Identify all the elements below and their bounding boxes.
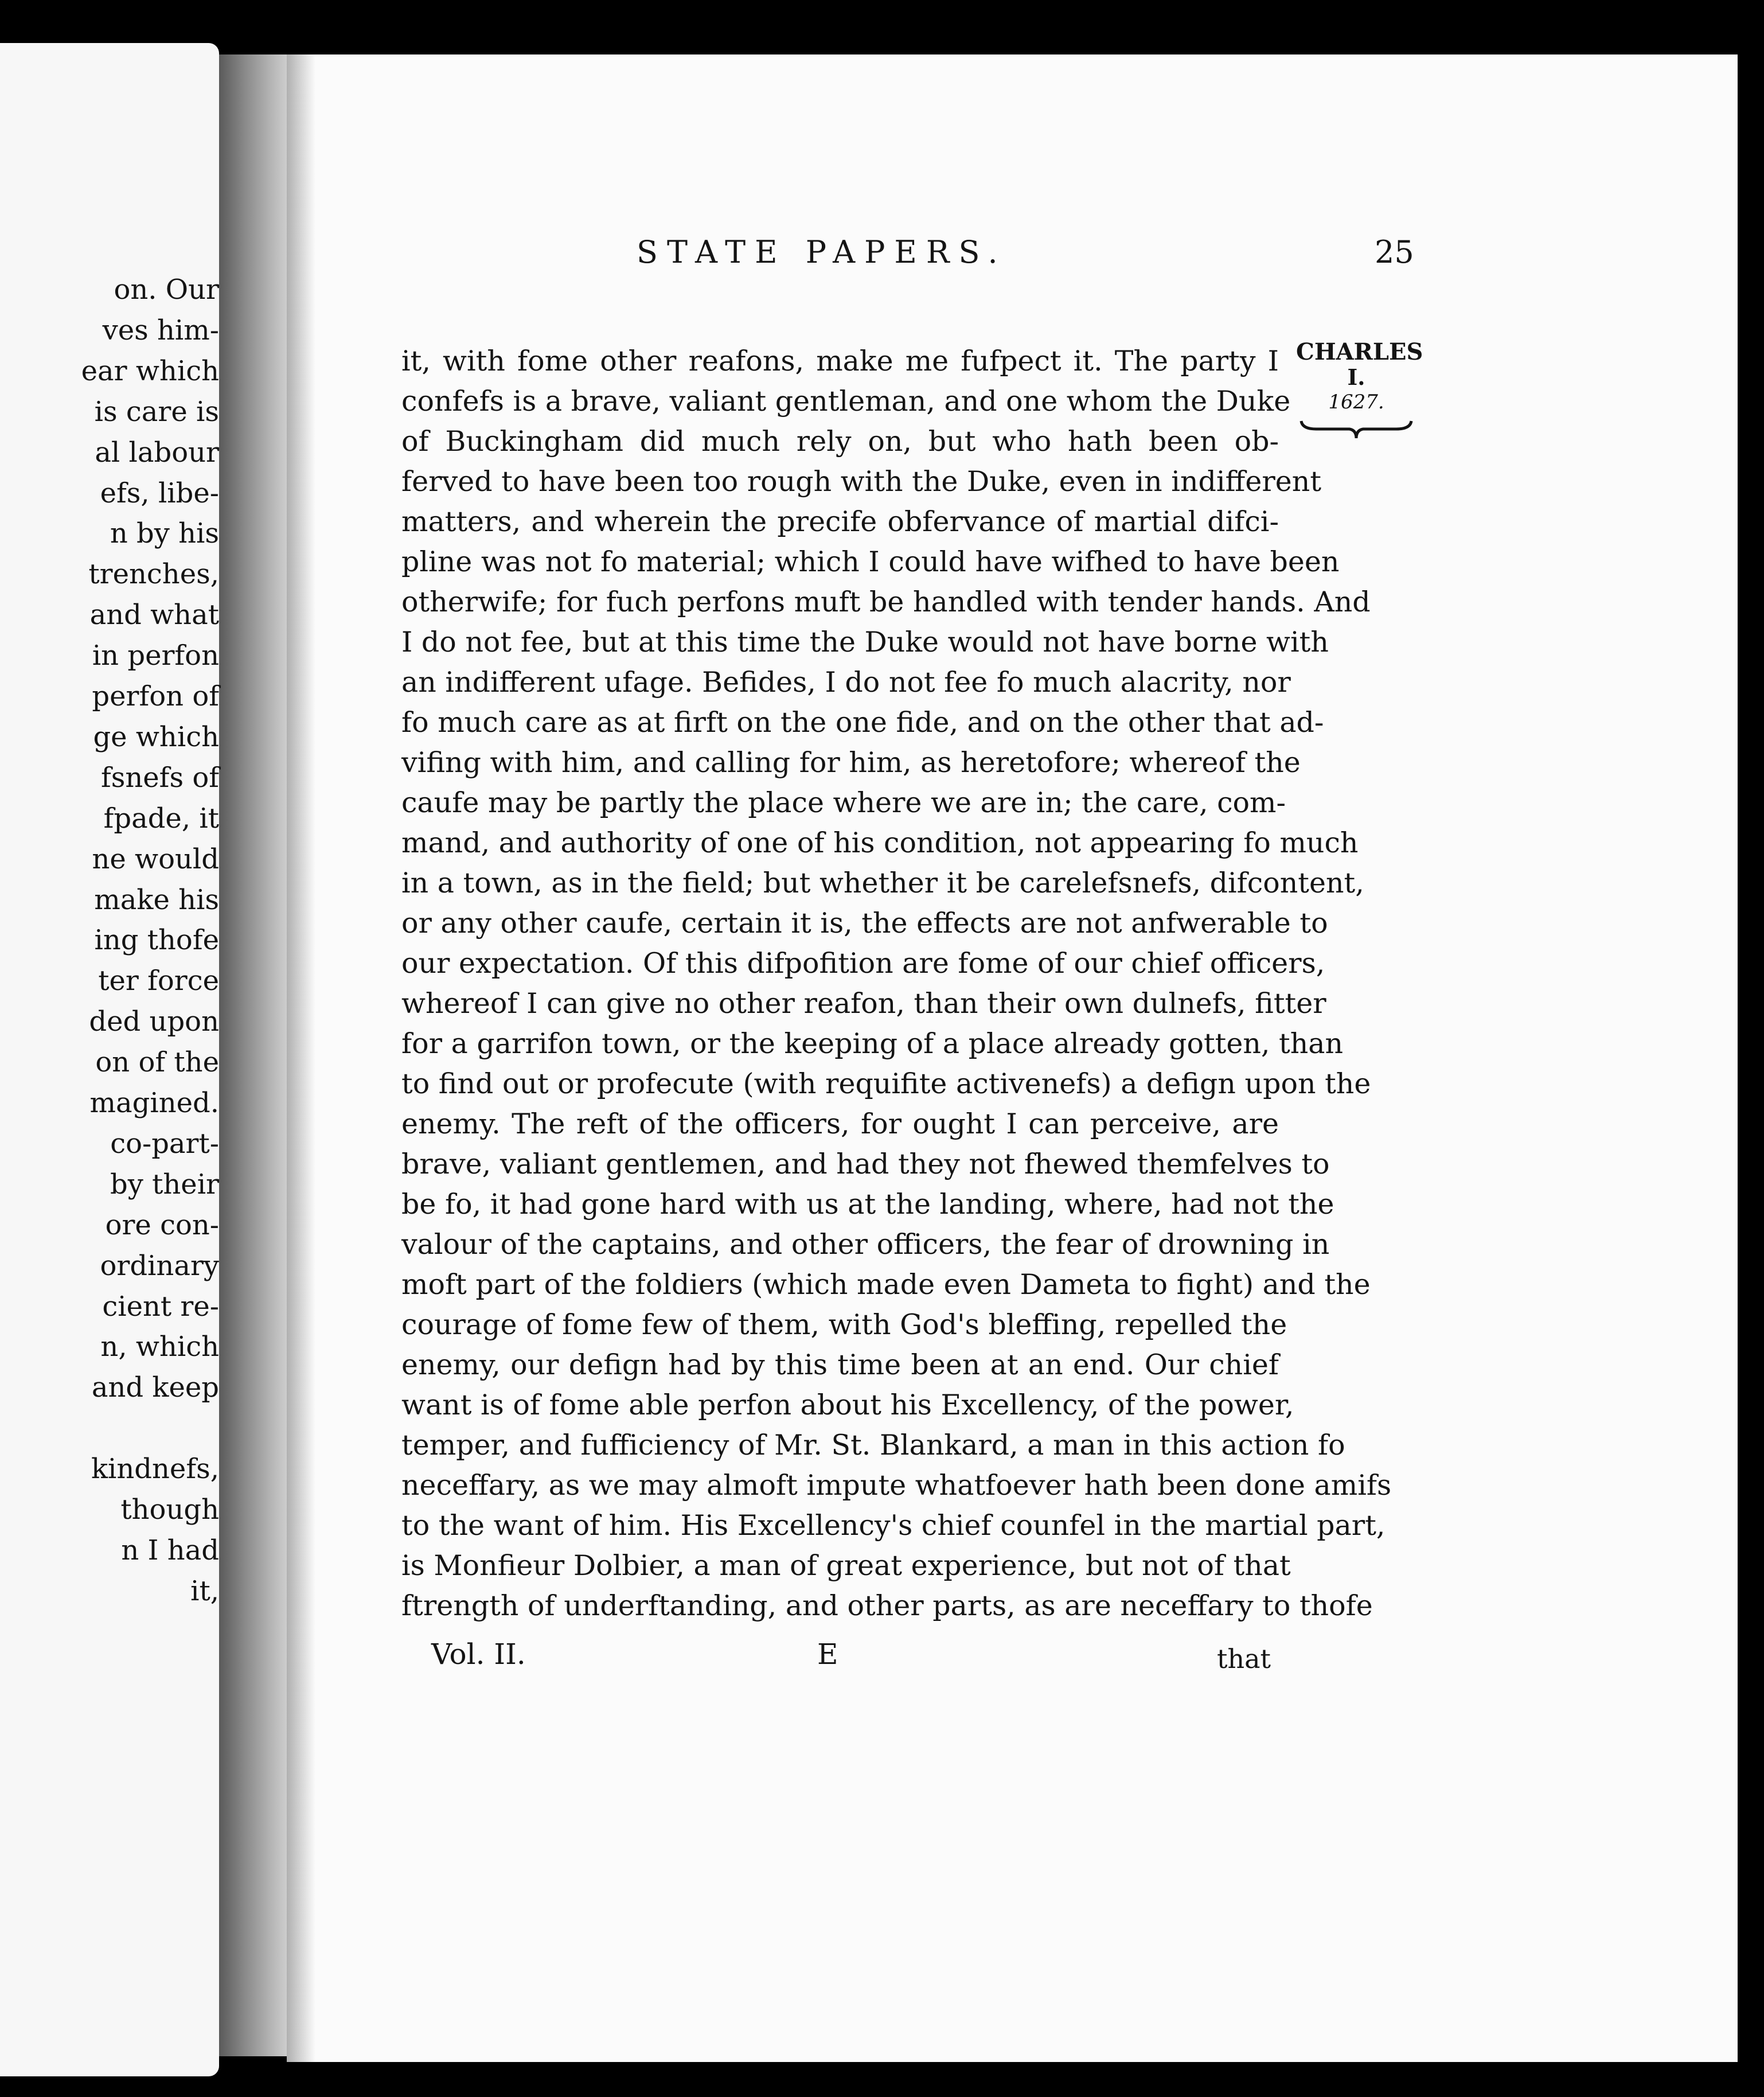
margin-note-numeral: I. (1347, 364, 1365, 390)
footer-volume: Vol. II. (431, 1638, 526, 1671)
margin-note-name: CHARLES (1296, 338, 1423, 365)
left-page-line: it, (190, 1574, 219, 1607)
body-line: whereof I can give no other reafon, than their own dulnefs, fitter (401, 987, 1326, 1020)
left-page-line: ore con- (105, 1209, 219, 1241)
body-line: be fo, it had gone hard with us at the landing, where, had not the (401, 1188, 1334, 1221)
body-line: temper, and fufficiency of Mr. St. Blankard, a man in this action fo (401, 1429, 1345, 1461)
running-title: STATE PAPERS. (637, 234, 1007, 270)
margin-brace-ornament (1299, 418, 1414, 441)
left-page-line (1, 1408, 219, 1448)
body-line: or any other caufe, certain it is, the effects are not anfwerable to (401, 907, 1328, 940)
body-line: in a town, as in the field; but whether it be carelefsnefs, difcontent, (401, 867, 1364, 899)
left-facing-page (0, 43, 219, 2076)
left-page-line: fpade, it (103, 802, 219, 835)
body-line: enemy, our defign had by this time been at an end. Our chief (401, 1348, 1279, 1381)
body-line: ftrength of underftanding, and other parts, as are neceffary to thofe (401, 1589, 1373, 1622)
left-page-line: and keep (91, 1371, 219, 1404)
body-line: enemy. The reft of the officers, for ought I can perceive, are (401, 1108, 1279, 1140)
right-page-binding-shadow (287, 54, 315, 2062)
left-page-line: ves him- (102, 314, 219, 346)
body-line: pline was not fo material; which I could have wifhed to have been (401, 545, 1340, 578)
left-page-line: and what (89, 599, 219, 632)
left-page-line: in perfon (92, 640, 219, 672)
left-page-line: al labour (95, 436, 219, 469)
left-page-line: make his (94, 883, 219, 916)
body-line: brave, valiant gentlemen, and had they not fhewed themfelves to (401, 1148, 1330, 1180)
book-gutter-shadow (219, 54, 294, 2056)
margin-note (1296, 338, 1423, 443)
left-page-line: by their (110, 1168, 219, 1200)
body-line: is Monfieur Dolbier, a man of great experience, but not of that (401, 1549, 1291, 1582)
body-line: to find out or profecute (with requifite activenefs) a defign upon the (401, 1067, 1371, 1100)
body-line: confefs is a brave, valiant gentleman, and one whom the Duke (401, 385, 1291, 418)
body-line: want is of fome able perfon about his Excellency, of the power, (401, 1389, 1294, 1421)
body-line: fo much care as at firft on the one fide, and on the other that ad- (401, 706, 1324, 739)
body-line: to the want of him. His Excellency's chief counfel in the martial part, (401, 1509, 1386, 1542)
footer-catchword: that (1217, 1643, 1271, 1674)
body-line: ferved to have been too rough with the Duke, even in indifferent (401, 465, 1322, 498)
left-page-line: kindnefs, (91, 1453, 219, 1486)
body-line: vifing with him, and calling for him, as heretofore; whereof the (401, 746, 1301, 779)
body-line: I do not fee, but at this time the Duke would not have borne with (401, 626, 1329, 658)
left-page-line: efs, libe- (100, 477, 219, 509)
left-page-line: though (120, 1494, 219, 1526)
left-page-line: on. Our (114, 274, 219, 306)
body-line: valour of the captains, and other officers, the fear of drowning in (401, 1228, 1330, 1261)
left-page-line: co-part- (110, 1127, 219, 1160)
left-page-line: cient re- (102, 1290, 219, 1323)
left-page-line: magined. (89, 1087, 219, 1119)
footer-signature-mark: E (817, 1638, 838, 1671)
left-page-line: on of the (95, 1046, 219, 1079)
left-page-line: n by his (110, 517, 219, 550)
body-line: moft part of the foldiers (which made even Dameta to fight) and the (401, 1268, 1371, 1301)
body-line: of Buckingham did much rely on, but who hath been ob- (401, 425, 1279, 458)
body-line: caufe may be partly the place where we are in; the care, com- (401, 786, 1286, 819)
left-page-line: ne would (92, 843, 219, 875)
body-line: for a garrifon town, or the keeping of a place already gotten, than (401, 1027, 1344, 1060)
left-page-line: ter force (98, 965, 219, 997)
body-line: mand, and authority of one of his condition, not appearing fo much (401, 827, 1359, 859)
left-page-line: trenches, (88, 558, 219, 591)
body-line: otherwife; for fuch perfons muft be handled with tender hands. And (401, 586, 1371, 618)
left-page-line: perfon of (92, 680, 219, 712)
body-line: our expectation. Of this difpofition are fome of our chief officers, (401, 947, 1325, 980)
body-line: matters, and wherein the precife obfervance of martial difci- (401, 505, 1279, 538)
left-page-line: ing thofe (94, 924, 219, 957)
left-page-line: ear which (81, 354, 219, 387)
page-number: 25 (1375, 234, 1414, 270)
body-line: an indifferent ufage. Befides, I do not fee fo much alacrity, nor (401, 666, 1291, 699)
body-line: neceffary, as we may almoft impute whatfoever hath been done amifs (401, 1469, 1392, 1502)
left-page-line: ge which (93, 720, 219, 753)
left-page-line: is care is (94, 395, 219, 428)
left-page-line: n, which (100, 1331, 219, 1363)
left-page-line: n I had (121, 1534, 219, 1566)
margin-note-year: 1627. (1328, 391, 1384, 414)
body-line: courage of fome few of them, with God's bleffing, repelled the (401, 1308, 1287, 1341)
body-line: it, with fome other reafons, make me fufpect it. The party I (401, 345, 1279, 377)
left-page-line: ded upon (89, 1005, 219, 1038)
left-page-line: ordinary (100, 1249, 219, 1282)
left-page-line: fsnefs of (100, 761, 219, 794)
